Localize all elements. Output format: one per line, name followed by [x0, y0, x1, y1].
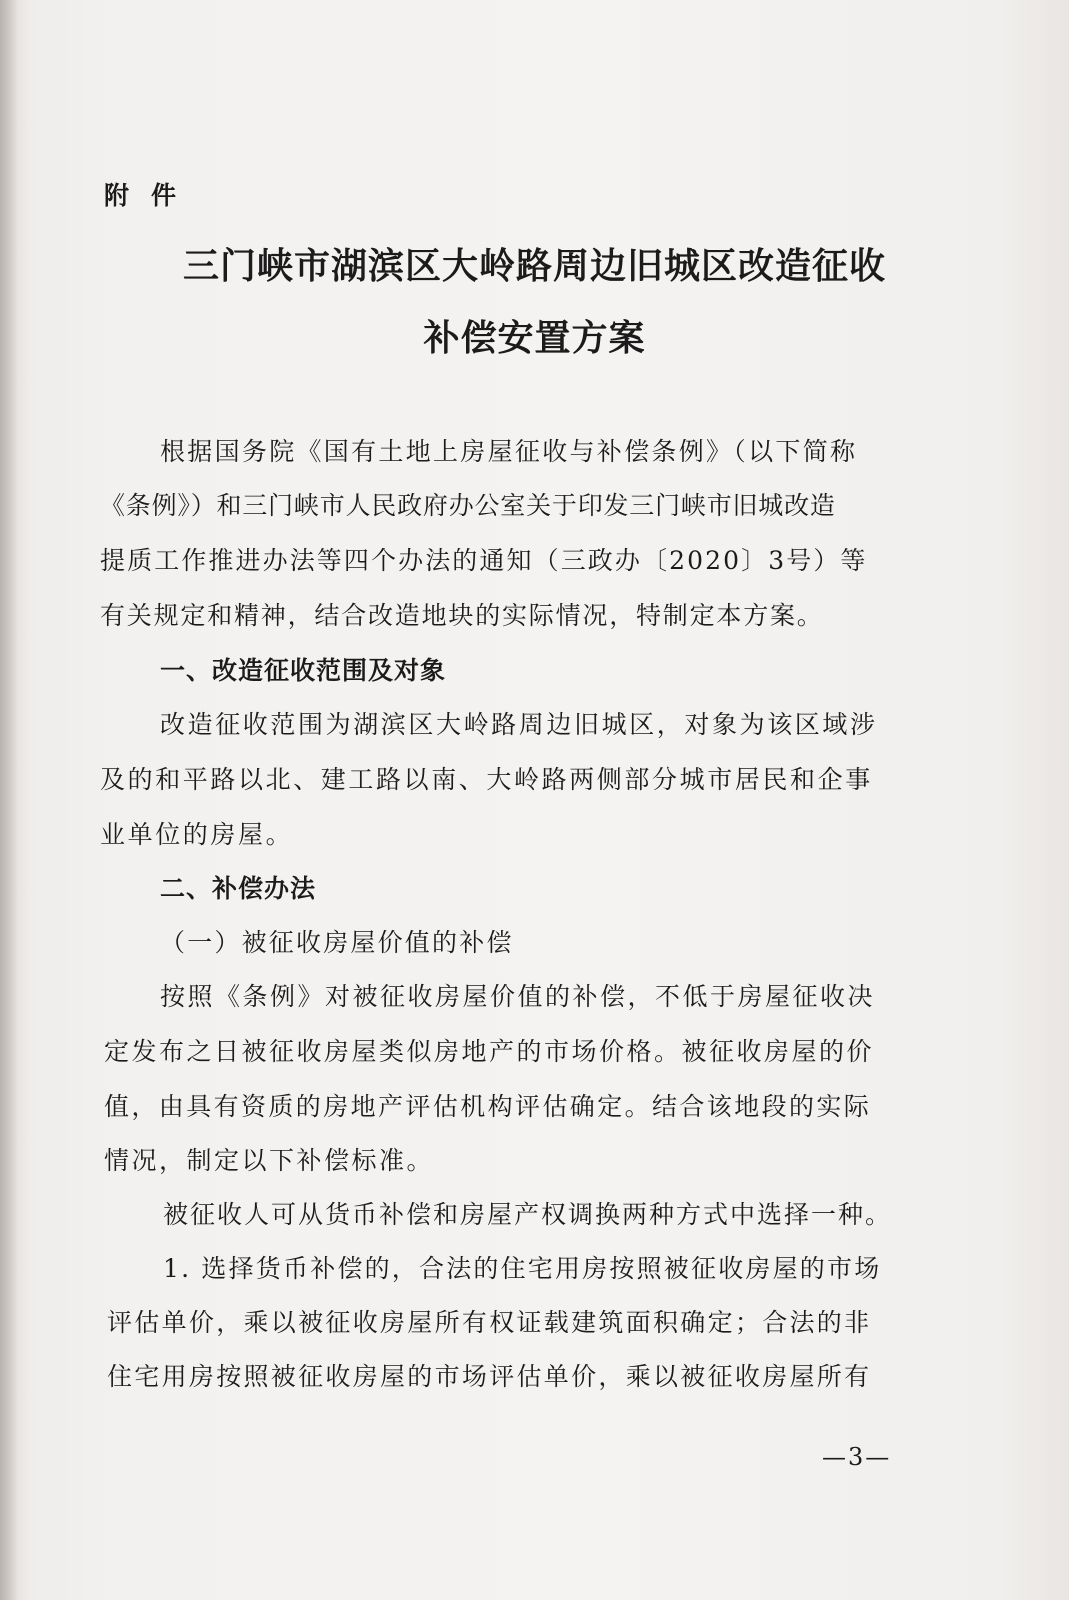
intro-line-4: 有关规定和精神，结合改造地块的实际情况，特制定本方案。 [100, 601, 824, 630]
page-number: —3— [822, 1443, 892, 1471]
subsection-1-line-3: 值，由具有资质的房地产评估机构评估确定。结合该地段的实际 [104, 1092, 872, 1121]
attachment-label: 附件 [104, 181, 199, 210]
item-1-line-2: 评估单价，乘以被征收房屋所有权证载建筑面积确定；合法的非 [107, 1308, 872, 1337]
document-title-line-2: 补偿安置方案 [423, 318, 646, 359]
section-1-line-3: 业单位的房屋。 [100, 820, 294, 849]
intro-line-3: 提质工作推进办法等四个办法的通知（三政办〔2020〕3号）等 [100, 546, 868, 575]
choice-paragraph: 被征收人可从货币补偿和房屋产权调换两种方式中选择一种。 [163, 1200, 893, 1229]
subsection-1-heading: （一）被征收房屋价值的补偿 [160, 928, 514, 957]
section-1-line-2: 及的和平路以北、建工路以南、大岭路两侧部分城市居民和企事 [100, 765, 873, 794]
subsection-1-line-2: 定发布之日被征收房屋类似房地产的市场价格。被征收房屋的价 [104, 1037, 875, 1066]
intro-line-2: 《条例》）和三门峡市人民政府办公室关于印发三门峡市旧城改造 [100, 491, 836, 520]
item-1-line-1: 1. 选择货币补偿的，合法的住宅用房按照被征收房屋的市场 [163, 1254, 882, 1283]
subsection-1-line-4: 情况，制定以下补偿标准。 [104, 1146, 435, 1175]
section-2-heading: 二、补偿办法 [160, 874, 317, 903]
section-1-line-1: 改造征收范围为湖滨区大岭路周边旧城区，对象为该区域涉 [160, 710, 878, 739]
document-title-line-1: 三门峡市湖滨区大岭路周边旧城区改造征收 [182, 246, 886, 287]
intro-line-1: 根据国务院《国有土地上房屋征收与补偿条例》（以下简称 [160, 437, 858, 466]
item-1-line-3: 住宅用房按照被征收房屋的市场评估单价，乘以被征收房屋所有 [107, 1362, 872, 1391]
section-1-heading: 一、改造征收范围及对象 [160, 656, 447, 685]
subsection-1-line-1: 按照《条例》对被征收房屋价值的补偿，不低于房屋征收决 [160, 982, 876, 1011]
